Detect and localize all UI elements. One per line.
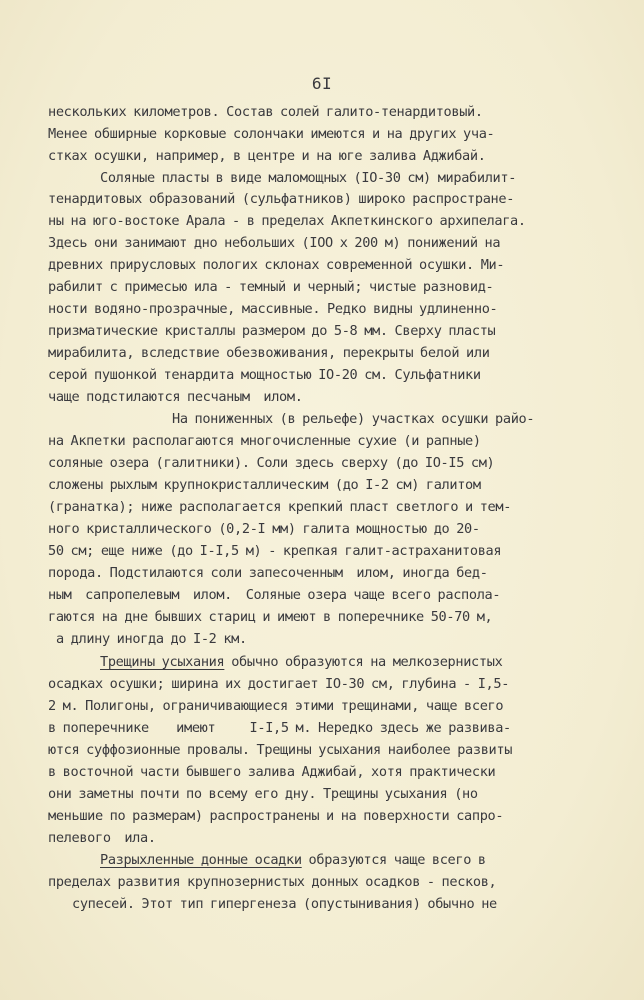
text-line: мирабилита, вследствие обезвоживания, перекрыты белой или — [48, 345, 490, 361]
text-line: ны на юго-востоке Арала - в пределах Акпеткинского архипелага. — [48, 213, 526, 229]
text-line: меньшие по размерам) распространены и на поверхности сапро- — [48, 808, 504, 824]
text-line: в восточной части бывшего залива Аджибай, хотя практически — [48, 764, 496, 780]
heading-loosened-sediments: Разрыхленные донные осадки — [100, 852, 302, 868]
text-line: в поперечнике имеют I-I,5 м. Нередко здесь же развива- — [48, 720, 511, 736]
text-line: гаются на дне бывших стариц и имеют в поперечнике 50-70 м, — [48, 609, 493, 625]
text-line: ности водяно-прозрачные, массивные. Редко видны удлиненно- — [48, 301, 498, 317]
text-line: осадках осушки; ширина их достигает IO-30 см, глубина - I,5- — [48, 676, 510, 692]
text-line: 2 м. Полигоны, ограничивающиеся этими трещинами, чаще всего — [48, 698, 504, 714]
text-line: тенардитовых образований (сульфатников) широко распростране- — [48, 191, 515, 207]
text-line — [100, 654, 502, 670]
text-line: ются суффозионные провалы. Трещины усыхания наиболее развиты — [48, 742, 513, 758]
heading-cracks: Трещины усыхания — [100, 654, 225, 670]
text-line: они заметны почти по всему его дну. Трещины усыхания (но — [48, 786, 478, 802]
text-line: 50 см; еще ниже (до I-I,5 м) - крепкая галит-астраханитовая — [48, 543, 502, 559]
text-line: нескольких километров. Состав солей галито-тенардитовый. — [48, 104, 483, 120]
text-line: серой пушонкой тенардита мощностью IO-20 см. Сульфатники — [48, 367, 481, 383]
text-line: соляные озера (галитники). Соли здесь сверху (до IO-I5 см) — [48, 455, 495, 471]
text-run: образуются чаще всего в — [308, 852, 486, 868]
text-line: Здесь они занимают дно небольших (IOO x 200 м) понижений на — [48, 235, 501, 251]
text-line: древних прирусловых пологих склонах современной осушки. Ми- — [48, 257, 505, 273]
text-run: обычно образуются на мелкозернистых — [231, 654, 503, 670]
text-line: порода. Подстилаются соли запесоченным илом, иногда бед- — [48, 565, 488, 581]
text-line: Менее обширные корковые солончаки имеются и на других уча- — [48, 126, 495, 142]
text-line: стках осушки, например, в центре и на юге залива Аджибай. — [48, 148, 486, 164]
text-line: сложены рыхлым крупнокристаллическим (до I-2 см) галитом — [48, 477, 481, 493]
page-number: 6I — [311, 74, 333, 93]
text-line: ным сапропелевым илом. Соляные озера чаще всего распола- — [48, 587, 501, 603]
text-line: на Акпетки располагаются многочисленные сухие (и рапные) — [48, 433, 481, 449]
text-line: Соляные пласты в виде маломощных (IO-30 см) мирабилит- — [100, 170, 517, 186]
text-line: чаще подстилаются песчаным илом. — [48, 389, 303, 405]
text-line — [100, 852, 486, 868]
text-line: пределах развития крупнозернистых донных осадков - песков, — [48, 874, 497, 890]
text-line: а длину иногда до I-2 км. — [56, 631, 247, 647]
text-line: ного кристаллического (0,2-I мм) галита мощностью до 20- — [48, 521, 480, 537]
text-line: рабилит с примесью ила - темный и черный; чистые разновид- — [48, 279, 494, 295]
text-line: призматические кристаллы размером до 5-8 мм. Сверху пласты — [48, 323, 496, 339]
text-line: На пониженных (в рельефе) участках осушки райо- — [172, 411, 535, 427]
text-line: (гранатка); ниже располагается крепкий пласт светлого и тем- — [48, 499, 512, 515]
text-line: пелевого ила. — [48, 830, 156, 846]
text-line: супесей. Этот тип гипергенеза (опустынивания) обычно не — [72, 896, 497, 912]
